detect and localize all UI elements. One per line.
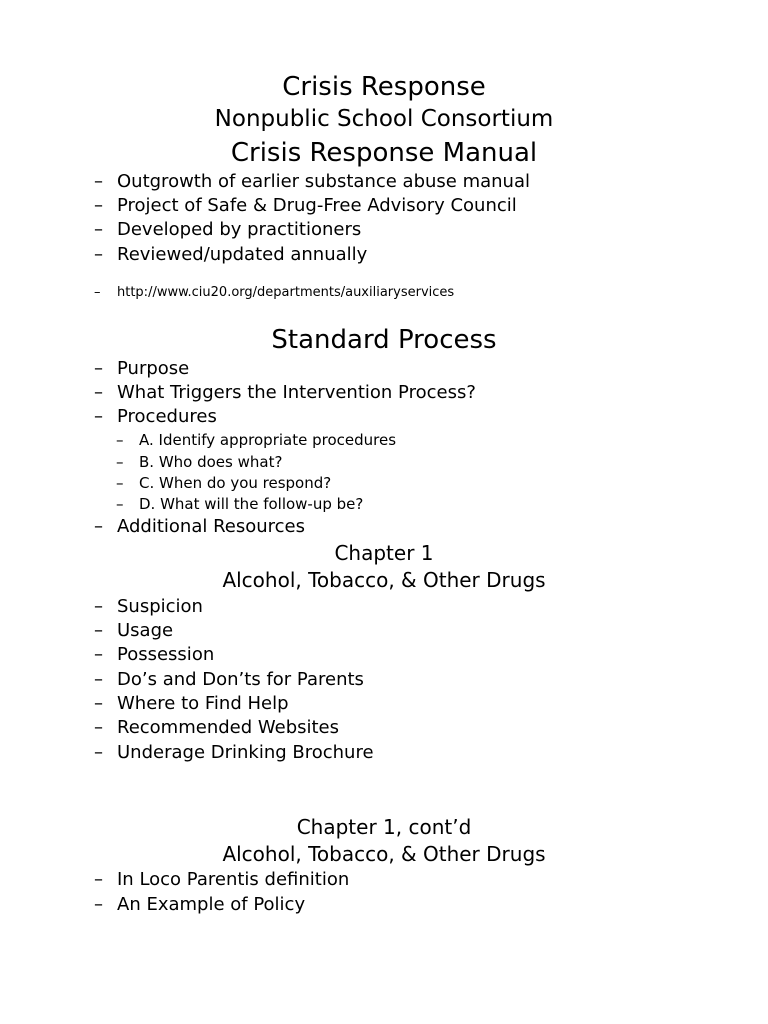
list-item-text: Additional Resources [117,516,306,537]
list-item [94,382,476,403]
chapter-subtitle: Alcohol, Tobacco, & Other Drugs [222,842,546,866]
chapter-title: Chapter 1 [334,541,434,565]
list-item-text: A. Identify appropriate procedures [139,431,397,449]
bullet: – [94,516,103,537]
list-item-text: Reviewed/updated annually [117,244,368,265]
list-item-text: Underage Drinking Brochure [117,742,374,763]
list-item-text: Possession [117,644,215,665]
bullet: – [94,596,103,617]
url-link[interactable]: http://www.ciu20.org/departments/auxiliaryservices [117,285,455,300]
list-item-text: What Triggers the Intervention Process? [117,382,476,403]
list-item [94,244,367,265]
list-item-text: D. What will the follow-up be? [139,495,364,513]
list-item [94,171,530,192]
list-item-text: Developed by practitioners [117,219,362,240]
list-item-text: Outgrowth of earlier substance abuse manual [117,171,530,192]
bullet: – [94,717,103,738]
list-item [94,669,364,690]
list-item [94,596,203,617]
bullet: – [94,382,103,403]
sub-list-item [116,453,282,471]
list-item-text: An Example of Policy [117,894,306,915]
bullet: – [116,453,124,471]
list-item [94,406,217,427]
list-item-text: Usage [117,620,174,641]
chapter-title: Chapter 1, cont’d [296,815,472,839]
bullet: – [94,669,103,690]
bullet: – [116,431,124,449]
chapter-subtitle: Alcohol, Tobacco, & Other Drugs [222,568,546,592]
bullet: – [116,474,124,492]
list-item [94,620,173,641]
list-item [94,516,305,537]
list-item-text: C. When do you respond? [139,474,332,492]
section-title: Crisis Response [282,72,486,102]
bullet: – [116,495,124,513]
list-item-text: Purpose [117,358,190,379]
list-item-text: In Loco Parentis definition [117,869,350,890]
bullet: – [94,171,103,192]
bullet: – [94,693,103,714]
list-item-text: Project of Safe & Drug-Free Advisory Council [117,195,517,216]
sub-list-item [116,495,363,513]
list-item [94,644,214,665]
bullet: – [94,219,103,240]
list-item [94,219,361,240]
bullet: – [94,620,103,641]
bullet: – [94,644,103,665]
list-item-text: Where to Find Help [117,693,289,714]
bullet: – [94,358,103,379]
list-item [94,869,349,890]
list-item [94,693,289,714]
bullet: – [94,869,103,890]
list-item-text: Recommended Websites [117,717,340,738]
list-item [94,742,374,763]
section-heading: Crisis Response Manual [230,138,538,168]
sub-list-item [116,474,331,492]
list-item-text: Do’s and Don’ts for Parents [117,669,364,690]
bullet: – [94,894,103,915]
list-item-text: Suspicion [117,596,203,617]
bullet: – [94,244,103,265]
sub-list-item [116,431,396,449]
bullet: – [94,285,101,300]
bullet: – [94,742,103,763]
list-item-text: B. Who does what? [139,453,283,471]
list-item [94,717,339,738]
list-item [94,358,189,379]
section-subtitle: Nonpublic School Consortium [214,106,554,132]
section-title: Standard Process [271,325,497,355]
list-item [94,195,517,216]
bullet: – [94,195,103,216]
bullet: – [94,406,103,427]
list-item [94,894,305,915]
link-item [94,285,454,300]
list-item-text: Procedures [117,406,217,427]
